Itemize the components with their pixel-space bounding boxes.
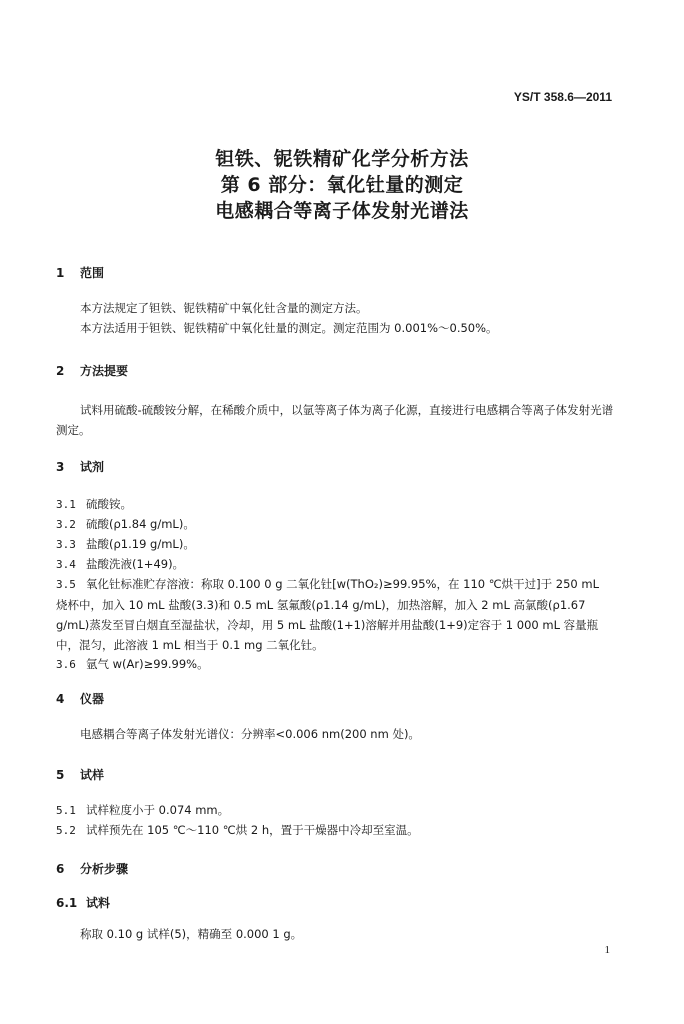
list-item [56,654,614,675]
item-text: 氩气 w(Ar)≥99.99%。 [86,657,209,671]
section-heading-sample [56,766,104,783]
item-number: 3.5 [56,578,76,591]
item-number: 3.1 [56,498,76,511]
title-line-2: 第 6 部分：氧化钍量的测定 [220,174,464,196]
paragraph: 称取 0.10 g 试样(5)，精确至 0.000 1 g。 [80,927,303,941]
section-heading-reagents [56,458,104,475]
item-number: 3.3 [56,538,76,551]
item-text: 硫酸(ρ1.84 g/mL)。 [86,517,195,531]
item-text: 盐酸洗液(1+49)。 [86,557,185,571]
list-item [56,534,614,555]
list-item [56,494,614,515]
section-title: 试样 [80,768,105,782]
section-number: 2 [56,364,65,378]
section-title: 试料 [86,896,111,910]
list-item [56,514,614,535]
paragraph: 电感耦合等离子体发射光谱仪：分辨率<0.006 nm(200 nm 处)。 [80,727,420,741]
section-heading-scope [56,264,104,281]
paragraph: 试料用硫酸-硫酸铵分解，在稀酸介质中，以氩等离子体为离子化源，直接进行电感耦合等离子体发射光谱测定。 [56,403,614,437]
item-text: 氧化钍标准贮存溶液：称取 0.100 0 g 二氧化钍[w(ThO₂)≥99.95%，在 110 ℃烘干过]于 250 mL 烧杯中，加入 10 mL 盐酸(3.3)和 0.5 mL 氢氟酸(ρ1.14 g/mL)，加热溶解，加入 2 mL 高氯酸(ρ1.67 g/mL)蒸发至冒白烟直至湿盐状，冷却，用 5 mL 盐酸(1+1)溶解并用盐酸(1+9)定容于 1 000 mL 容量瓶中，混匀，此溶液 1 mL 相当于 0.1 mg 二氧化钍。 [56,577,600,652]
paragraph: 本方法规定了钽铁、铌铁精矿中氧化钍含量的测定方法。 [80,301,368,315]
title-line-3: 电感耦合等离子体发射光谱法 [215,200,469,222]
page-number: 1 [604,944,610,956]
section-number: 6.1 [56,896,78,910]
item-text: 试样预先在 105 ℃～110 ℃烘 2 h，置于干燥器中冷却至室温。 [86,823,419,837]
section-number: 6 [56,862,65,876]
document-title [0,146,684,224]
section-number: 5 [56,768,65,782]
list-item [56,574,614,655]
item-number: 3.6 [56,658,76,671]
title-line-1: 钽铁、铌铁精矿化学分析方法 [215,148,469,170]
item-text: 盐酸(ρ1.19 g/mL)。 [86,537,195,551]
section-title: 仪器 [80,692,105,706]
item-number: 5.2 [56,824,76,837]
list-item [56,554,614,575]
section-heading-procedure [56,860,128,877]
paragraph: 本方法适用于钽铁、铌铁精矿中氧化钍量的测定。测定范围为 0.001%～0.50%。 [80,321,498,335]
item-text: 硫酸铵。 [86,497,132,511]
section-title: 方法提要 [80,364,129,378]
section-title: 试剂 [80,460,105,474]
section-heading-principle [56,362,128,379]
section-title: 范围 [80,266,105,280]
list-item [56,800,614,821]
section-heading-apparatus [56,690,104,707]
section-number: 3 [56,460,65,474]
item-number: 5.1 [56,804,76,817]
item-number: 3.2 [56,518,76,531]
section-number: 4 [56,692,65,706]
subsection-heading-test-portion [56,894,110,911]
section-number: 1 [56,266,65,280]
item-text: 试样粒度小于 0.074 mm。 [86,803,230,817]
item-number: 3.4 [56,558,76,571]
list-item [56,820,614,841]
section-title: 分析步骤 [80,862,129,876]
standard-code: YS/T 358.6—2011 [513,90,612,104]
